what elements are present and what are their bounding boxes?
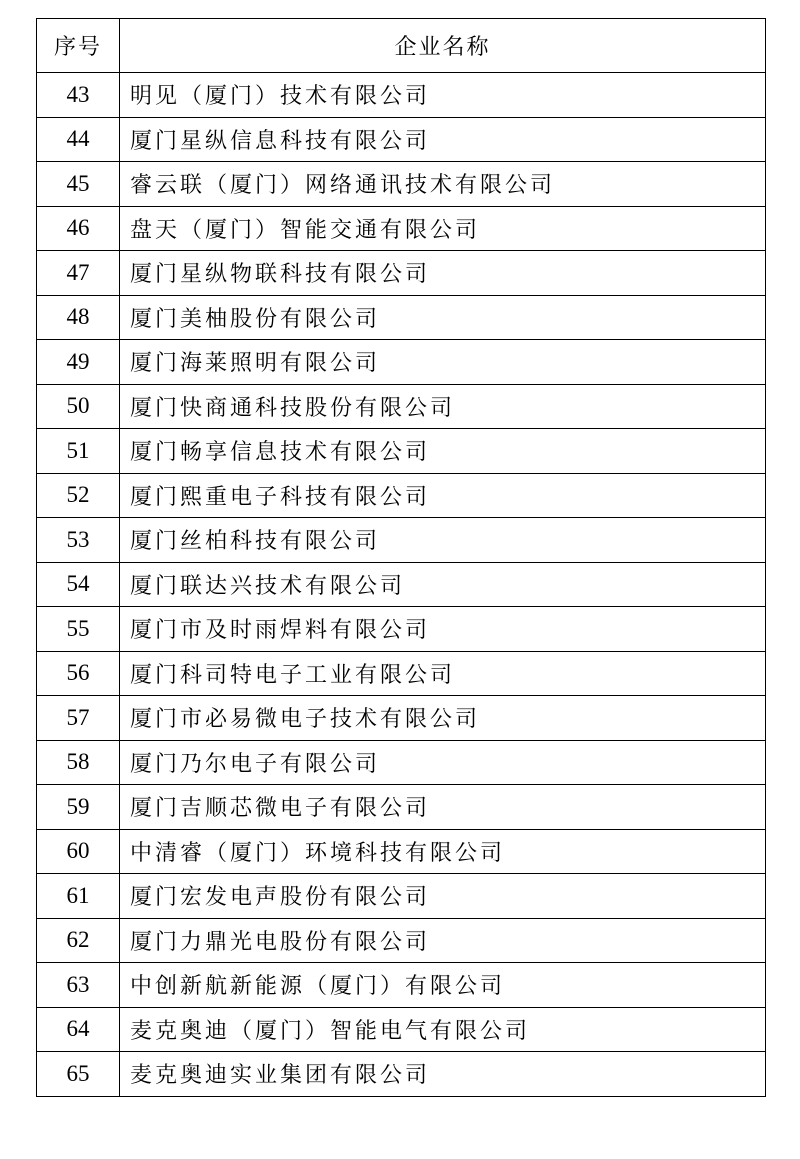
table-header-row	[37, 19, 766, 73]
table-row	[37, 1052, 766, 1097]
row-company-name: 厦门力鼎光电股份有限公司	[120, 918, 766, 963]
row-number: 61	[37, 874, 120, 919]
row-company-name: 睿云联（厦门）网络通讯技术有限公司	[120, 162, 766, 207]
row-number: 52	[37, 473, 120, 518]
table-row	[37, 73, 766, 118]
row-number: 62	[37, 918, 120, 963]
row-company-name: 厦门海莱照明有限公司	[120, 340, 766, 385]
row-company-name: 厦门美柚股份有限公司	[120, 295, 766, 340]
table-row	[37, 1007, 766, 1052]
row-number: 63	[37, 963, 120, 1008]
row-number: 45	[37, 162, 120, 207]
row-number: 44	[37, 117, 120, 162]
table-row	[37, 918, 766, 963]
row-number: 64	[37, 1007, 120, 1052]
row-company-name: 盘天（厦门）智能交通有限公司	[120, 206, 766, 251]
row-company-name: 厦门宏发电声股份有限公司	[120, 874, 766, 919]
row-number: 43	[37, 73, 120, 118]
row-company-name: 麦克奥迪（厦门）智能电气有限公司	[120, 1007, 766, 1052]
table-row	[37, 607, 766, 652]
row-number: 58	[37, 740, 120, 785]
row-company-name: 厦门熙重电子科技有限公司	[120, 473, 766, 518]
row-company-name: 厦门吉顺芯微电子有限公司	[120, 785, 766, 830]
row-company-name: 厦门星纵物联科技有限公司	[120, 251, 766, 296]
table-row	[37, 518, 766, 563]
table-row	[37, 384, 766, 429]
table-row	[37, 117, 766, 162]
table-row	[37, 740, 766, 785]
row-number: 50	[37, 384, 120, 429]
row-number: 60	[37, 829, 120, 874]
row-company-name: 厦门畅享信息技术有限公司	[120, 429, 766, 474]
row-number: 65	[37, 1052, 120, 1097]
row-company-name: 明见（厦门）技术有限公司	[120, 73, 766, 118]
row-number: 57	[37, 696, 120, 741]
row-number: 46	[37, 206, 120, 251]
row-company-name: 厦门市必易微电子技术有限公司	[120, 696, 766, 741]
enterprise-table	[36, 18, 766, 1097]
row-number: 49	[37, 340, 120, 385]
header-number: 序号	[37, 19, 120, 73]
row-company-name: 厦门丝柏科技有限公司	[120, 518, 766, 563]
table-row	[37, 651, 766, 696]
table-row	[37, 785, 766, 830]
row-number: 51	[37, 429, 120, 474]
table-row	[37, 696, 766, 741]
table-row	[37, 429, 766, 474]
row-number: 53	[37, 518, 120, 563]
table-body	[37, 73, 766, 1097]
table-row	[37, 251, 766, 296]
enterprise-table-container	[36, 18, 765, 1097]
row-company-name: 厦门联达兴技术有限公司	[120, 562, 766, 607]
row-number: 55	[37, 607, 120, 652]
row-company-name: 中创新航新能源（厦门）有限公司	[120, 963, 766, 1008]
table-row	[37, 340, 766, 385]
row-number: 56	[37, 651, 120, 696]
table-row	[37, 473, 766, 518]
row-company-name: 厦门乃尔电子有限公司	[120, 740, 766, 785]
table-row	[37, 295, 766, 340]
row-number: 54	[37, 562, 120, 607]
row-company-name: 中清睿（厦门）环境科技有限公司	[120, 829, 766, 874]
row-company-name: 麦克奥迪实业集团有限公司	[120, 1052, 766, 1097]
row-number: 47	[37, 251, 120, 296]
table-row	[37, 562, 766, 607]
row-number: 48	[37, 295, 120, 340]
header-name: 企业名称	[120, 19, 766, 73]
table-row	[37, 963, 766, 1008]
table-row	[37, 206, 766, 251]
table-row	[37, 829, 766, 874]
row-company-name: 厦门科司特电子工业有限公司	[120, 651, 766, 696]
table-row	[37, 162, 766, 207]
row-company-name: 厦门市及时雨焊料有限公司	[120, 607, 766, 652]
row-company-name: 厦门快商通科技股份有限公司	[120, 384, 766, 429]
row-company-name: 厦门星纵信息科技有限公司	[120, 117, 766, 162]
row-number: 59	[37, 785, 120, 830]
table-row	[37, 874, 766, 919]
